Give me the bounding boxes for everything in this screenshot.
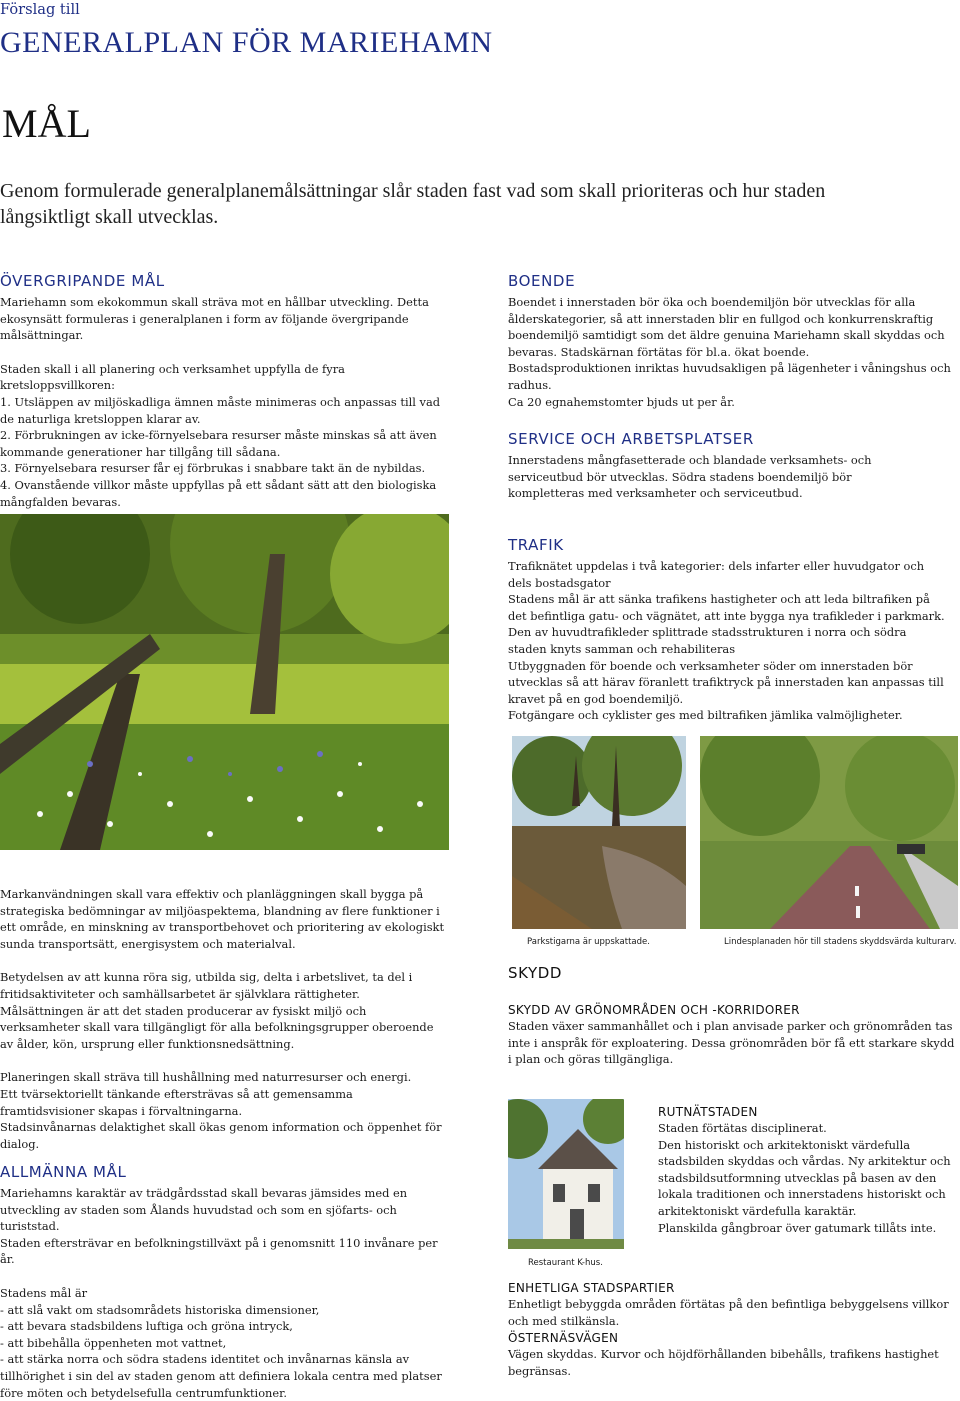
trafik-paragraph-1: Trafiknätet uppdelas i två kategorier: dels infarter eller huvudgator och dels bostadsgator: [508, 559, 925, 590]
service-heading: SERVICE OCH ARBETSPLATSER: [508, 430, 754, 448]
kretslopp-item-1: 1. Utsläppen av miljöskadliga ämnen måste minimeras och anpassas till vad de naturliga kretsloppen klarar av.: [0, 394, 441, 426]
page-title: GENERALPLAN FÖR MARIEHAMN: [0, 26, 493, 59]
allmanna-heading: ALLMÄNNA MÅL: [0, 1163, 127, 1181]
trafik-heading: TRAFIK: [508, 536, 564, 554]
boende-heading: BOENDE: [508, 272, 576, 290]
overgripande-paragraph: Mariehamn som ekokommun skall sträva mot en hållbar utveckling. Detta ekosynsätt formuleras i generalplanen i form av följande övergripande målsättningar.: [0, 295, 429, 343]
markanvandning-paragraph-2: Betydelsen av att kunna röra sig, utbilda sig, delta i arbetslivet, ta del i fritidsaktiviteter och samhällsarbetet är självklara rättigheter. Målsättningen är att det staden producerar av fysiskt miljö och verksamheter skall vara tillgängligt för alla befolkningsgrupper oberoende av ålder, kön, ursprung eller funktionsnedsättning.: [0, 970, 434, 1051]
boende-section: [508, 272, 956, 410]
allmanna-paragraph-1: Mariehamns karaktär av trädgårdsstad skall bevaras jämsides med en utveckling av staden som Ålands huvudstad och som en sjöfarts- och turiststad.: [0, 1186, 408, 1234]
rutnat-paragraph-3: Planskilda gångbroar över gatumark tillåts inte.: [658, 1220, 937, 1235]
trafik-section: [508, 536, 948, 724]
markanvandning-paragraph-1: Markanvändningen skall vara effektiv och planläggningen skall bygga på strategiska bedömningar av miljöaspektema, blandning av flere funktioner i ett område, en minskning av transportbehovet och prioritering av ekologiskt sunda transportsätt, energisystem och materialval.: [0, 887, 445, 951]
trafik-paragraph-3: Utbyggnaden för boende och verksamheter söder om innerstaden bör utvecklas så att härav föranlett trafiktryck på innerstaden kan anpassas till kravet på en god boendemiljö.: [508, 658, 944, 706]
service-section: [508, 430, 928, 502]
pretitle: Förslag till: [0, 1, 80, 18]
rutnat-paragraph-2: Den historiskt och arkitektoniskt värdefulla stadsbilden skyddas och vårdas. Ny arkitektur och stadsbildsutformning utvecklas på basen av den lokala traditionen och innerstadens historiskt och arkitektoniskt värdefulla karaktär.: [658, 1137, 951, 1218]
enhetliga-section: [508, 1280, 956, 1329]
intro-text: Genom formulerade generalplanemålsättningar slår staden fast vad som skall prioriteras och hur staden långsiktligt skall utvecklas.: [0, 180, 826, 228]
trafik-paragraph-4: Fotgängare och cyklister ges med biltrafiken jämlika valmöjligheter.: [508, 708, 903, 723]
overgripande-heading: ÖVERGRIPANDE MÅL: [0, 272, 165, 290]
rutnat-paragraph-1: Staden förtätas disciplinerat.: [658, 1121, 827, 1135]
rutnat-heading: RUTNÄTSTADEN: [658, 1105, 758, 1119]
overgripande-section: [0, 272, 445, 510]
skydd-paragraph: Staden växer sammanhållet och i plan anvisade parker och grönområden tas inte i anspråk för exploatering. Dessa grönområden bör få ett starkare skydd i plan och göras tillgängliga.: [508, 1019, 955, 1067]
avenue-photo: [700, 736, 958, 929]
boende-paragraph-2: Bostadsproduktionen inriktas huvudsakligen på lägenheter i våningshus och radhus.: [508, 361, 951, 392]
linde-caption: Lindesplanaden hör till stadens skyddsvärda kulturarv.: [724, 937, 957, 947]
allmanna-paragraph-2: Staden eftersträvar en befolkningstillväxt på i genomsnitt 110 invånare per år.: [0, 1235, 438, 1267]
villa-photo: [508, 1099, 624, 1249]
kretslopp-item-2: 2. Förbrukningen av icke-förnyelsebara resurser måste minskas så att även kommande generationer har tillgång till sådana.: [0, 428, 437, 459]
boende-paragraph-3: Ca 20 egnahemstomter bjuds ut per år.: [508, 394, 735, 409]
skydd-subheading: SKYDD AV GRÖNOMRÅDEN OCH -KORRIDORER: [508, 1003, 800, 1017]
markanvandning-paragraph-5: Stadsinvånarnas delaktighet skall ökas genom information och öppenhet för dialog.: [0, 1120, 442, 1151]
service-paragraph: Innerstadens mångfasetterade och blandade verksamhets- och serviceutbud bör utvecklas. Södra stadens boendemiljö bör kompletteras med verksamheter och serviceutbud.: [508, 453, 872, 501]
allmanna-item-3: - att bibehålla öppenheten mot vattnet,: [0, 1335, 227, 1350]
enhetliga-paragraph: Enhetligt bebyggda områden förtätas på den befintliga bebyggelsens villkor och med stilkänsla.: [508, 1297, 949, 1328]
skydd-section: [508, 964, 956, 1068]
rutnat-section: [658, 1104, 958, 1236]
restaurant-caption: Restaurant K-hus.: [528, 1258, 603, 1268]
section-title: MÅL: [2, 101, 91, 146]
allmanna-paragraph-3: Stadens mål är: [0, 1285, 88, 1300]
kretslopp-item-4: 4. Ovanstående villkor måste uppfyllas på ett sådant sätt att den biologiska mångfalden bevaras.: [0, 477, 437, 509]
allmanna-item-2: - att bevara stadsbildens luftiga och gröna intryck,: [0, 1319, 293, 1334]
trafik-paragraph-2: Stadens mål är att sänka trafikens hastigheter och att leda biltrafiken på det befintliga gatu- och vägnätet, att inte bygga nya trafikleder i parkmark. Den av huvudtrafikleder splittrade stadsstrukturen i norra och södra staden knyts samman och rehabiliteras: [508, 592, 945, 656]
osternas-section: [508, 1330, 956, 1379]
osternas-heading: ÖSTERNÄSVÄGEN: [508, 1331, 619, 1345]
skydd-heading: SKYDD: [508, 964, 563, 982]
allmanna-section: [0, 1163, 446, 1401]
allmanna-item-1: - att slå vakt om stadsområdets historiska dimensioner,: [0, 1302, 320, 1317]
kretslopp-intro: Staden skall i all planering och verksamhet uppfylla de fyra kretsloppsvillkoren:: [0, 361, 345, 393]
allmanna-item-4: - att stärka norra och södra stadens identitet och invånarnas känsla av tillhörighet i sin del av staden genom att definiera lokala centra med platser före möten och betydelsefulla centrumfunktioner.: [0, 1352, 442, 1400]
park-caption: Parkstigarna är uppskattade.: [527, 937, 650, 947]
markanvandning-paragraph-3: Planeringen skall sträva till hushållning med naturresurser och energi.: [0, 1070, 412, 1085]
boende-paragraph-1: Boendet i innerstaden bör öka och boendemiljön bör utvecklas för alla ålderskategorier, så att innerstaden blir en fullgod och konkurrenskraftig boendemiljö samtidigt som det äldre genuina Mariehamn skall skyddas och bevaras. Stadskärnan förtätas för bl.a. ökat boende.: [508, 295, 945, 359]
meadow-photo: [0, 514, 449, 850]
kretslopp-item-3: 3. Förnyelsebara resurser får ej förbrukas i snabbare takt än de nybildas.: [0, 461, 426, 476]
osternas-paragraph: Vägen skyddas. Kurvor och höjdförhållanden bibehålls, trafikens hastighet begränsas.: [508, 1347, 939, 1378]
park-path-photo: [512, 736, 686, 929]
markanvandning-paragraph-4: Ett tvärsektoriellt tänkande eftersträvas så att gemensamma framtidsvisioner skapas i förvaltningarna.: [0, 1086, 353, 1118]
enhetliga-heading: ENHETLIGA STADSPARTIER: [508, 1281, 675, 1295]
markanvandning-section: [0, 886, 446, 1152]
